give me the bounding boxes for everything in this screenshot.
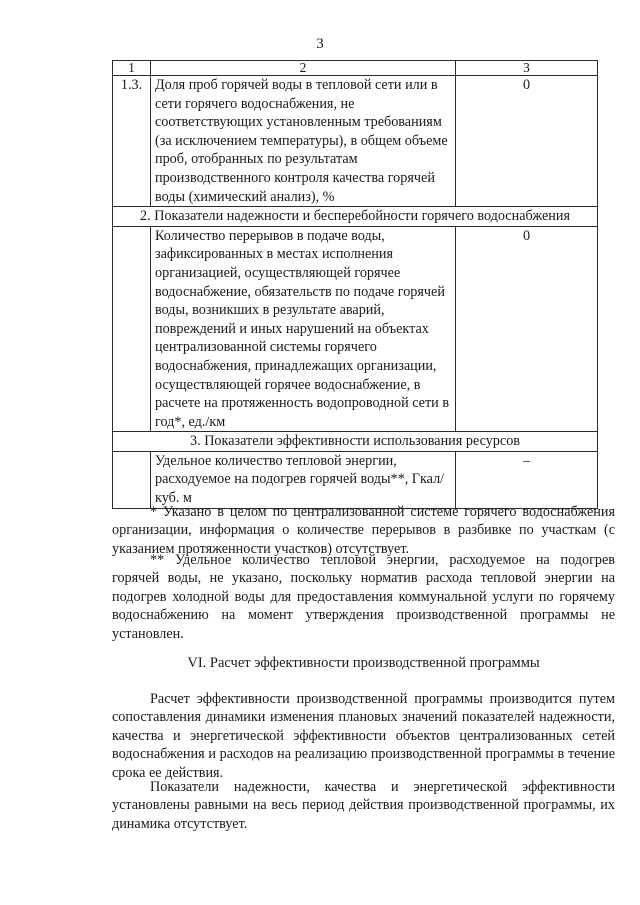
indicator-value: 0 <box>456 76 598 207</box>
paragraph-2 <box>112 778 615 833</box>
paragraph-1-text: Расчет эффективности производственной программы производится путем сопоставления динамики изменения плановых значений показателей надежности, качества и энергетической эффективности объектов централизованных сетей водоснабжения и расходов на реализацию производственной программы в течение срока ее действия. <box>112 691 615 781</box>
section-row <box>113 432 598 452</box>
paragraph-1 <box>112 690 615 782</box>
header-cell-1: 1 <box>113 61 151 76</box>
footnote-2-text: ** Удельное количество тепловой энергии, расходуемое на подогрев горячей воды, не указано, поскольку норматив расхода тепловой энергии на подогрев холодной воды для предоставления коммунальной услуги по горячему водоснабжению на момент утверждения производственной программы не установлен. <box>112 552 615 642</box>
section-heading-3: 3. Показатели эффективности использования ресурсов <box>113 432 598 452</box>
table-row <box>113 226 598 432</box>
table-header-row <box>113 61 598 76</box>
indicator-text: Доля проб горячей воды в тепловой сети или в сети горячего водоснабжения, не соответствующих установленным требованиям (за исключением температуры), в общем объеме проб, отобранных по результатам производственного контроля качества горячей воды (химический анализ), % <box>151 76 456 207</box>
section-heading-2: 2. Показатели надежности и бесперебойности горячего водоснабжения <box>113 207 598 227</box>
indicator-text: Удельное количество тепловой энергии, расходуемое на подогрев горячей воды**, Гкал/ куб. м <box>151 451 456 508</box>
indicators-table <box>112 60 598 509</box>
footnote-1-text: * Указано в целом по централизованной системе горячего водоснабжения организации, информация о количестве перерывов в разбивке по участкам (с указанием протяженности участков) отсутствует. <box>112 504 615 557</box>
section-row <box>113 207 598 227</box>
section-title: VI. Расчет эффективности производственной программы <box>187 655 540 671</box>
page-number: 3 <box>316 36 324 52</box>
header-cell-2: 2 <box>151 61 456 76</box>
indicator-text: Количество перерывов в подаче воды, зафиксированных в местах исполнения организацией, осуществляющей горячее водоснабжение, обязательств по подаче горячей воды, возникших в результате аварий, повреждений и иных нарушений на объектах централизованной системы горячего водоснабжения, принадлежащих организации, осуществляющей горячее водоснабжение, в расчете на протяженность водопроводной сети в год*, ед./км <box>151 226 456 432</box>
row-number: 1.3. <box>113 76 151 207</box>
indicator-value: 0 <box>456 226 598 432</box>
footnote-2 <box>112 551 615 643</box>
footnote-1 <box>112 503 615 558</box>
row-number <box>113 451 151 508</box>
table-row <box>113 451 598 508</box>
indicator-value: – <box>456 451 598 508</box>
header-cell-3: 3 <box>456 61 598 76</box>
paragraph-2-text: Показатели надежности, качества и энергетической эффективности установлены равными на весь период действия производственной программы, их динамика отсутствует. <box>112 779 615 832</box>
table-row <box>113 76 598 207</box>
row-number <box>113 226 151 432</box>
